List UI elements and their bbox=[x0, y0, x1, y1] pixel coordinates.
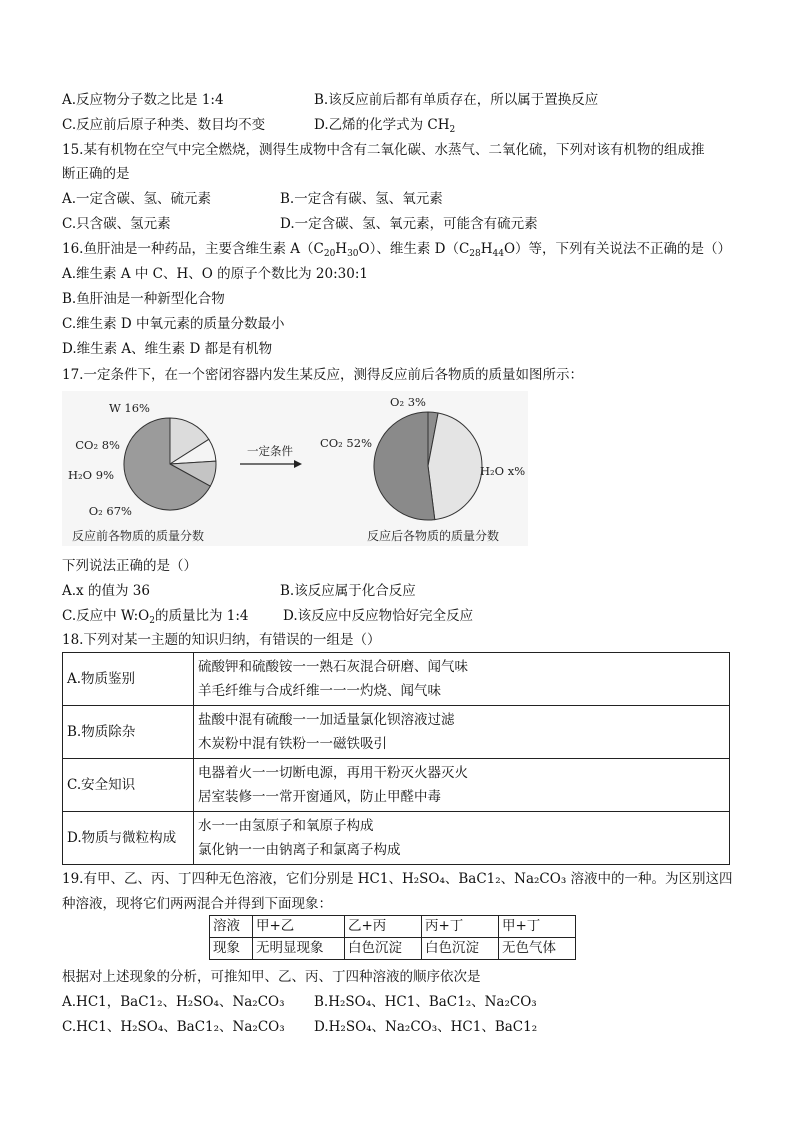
q17-option-c-text2: 的质量比为 1:4 bbox=[154, 608, 249, 624]
q16-stem bbox=[62, 240, 731, 263]
q18-topic-b: B.物质除杂 bbox=[63, 706, 194, 759]
pie-slice bbox=[374, 412, 435, 520]
q16-option-d: D.维生素 A、维生素 D 都是有机物 bbox=[62, 341, 273, 357]
q14-option-d bbox=[314, 116, 455, 139]
q19-header-cell: 甲+乙 bbox=[253, 916, 345, 938]
q16-stem-part: H bbox=[480, 241, 493, 257]
q14-option-c: C.反应前后原子种类、数目均不变 bbox=[62, 117, 266, 133]
q19-cell: 白色沉淀 bbox=[422, 938, 499, 960]
table-row bbox=[210, 938, 576, 960]
q16-stem-sub: 44 bbox=[492, 249, 504, 259]
q19-table bbox=[209, 915, 576, 960]
q16-option-b: B.鱼肝油是一种新型化合物 bbox=[62, 291, 225, 307]
q19-cell: 无明显现象 bbox=[253, 938, 345, 960]
pie-slice-label: W 16% bbox=[108, 401, 150, 415]
q19-option-b: B.H₂SO₄、HC1、BaC1₂、Na₂CO₃ bbox=[314, 994, 537, 1010]
table-row bbox=[63, 812, 730, 865]
q19-stem-line1: 19.有甲、乙、丙、丁四种无色溶液，它们分别是 HC1、H₂SO₄、BaC1₂、Na₂CO₃ 溶液中的一种。为区别这四 bbox=[62, 871, 733, 887]
q17-stem: 17.一定条件下，在一个密闭容器内发生某反应，测得反应前后各物质的质量如图所示： bbox=[62, 367, 583, 383]
q15-option-d: D.一定含碳、氢、氧元素，可能含有硫元素 bbox=[280, 216, 538, 232]
q16-stem-sub: 28 bbox=[469, 249, 481, 259]
pie-slice-label: H₂O 9% bbox=[68, 468, 114, 482]
q18-line: 电器着火一一切断电源，再用干粉灭火器灭火 bbox=[198, 765, 468, 781]
pie-slice-label: O₂ 67% bbox=[88, 504, 132, 518]
q19-header-cell: 甲+丁 bbox=[499, 916, 576, 938]
q18-topic-c: C.安全知识 bbox=[63, 759, 194, 812]
q18-line: 木炭粉中混有铁粉一一磁铁吸引 bbox=[198, 736, 387, 752]
arrow-label: 一定条件 bbox=[247, 444, 293, 458]
q16-stem-part: H bbox=[335, 241, 348, 257]
q17-option-d: D.该反应中反应物恰好完全反应 bbox=[283, 608, 474, 624]
table-row bbox=[63, 706, 730, 759]
q17-figure bbox=[62, 391, 528, 546]
q17-option-c bbox=[62, 607, 249, 630]
q18-line: 氯化钠一一由钠离子和氯离子构成 bbox=[198, 842, 401, 858]
q18-content-d bbox=[194, 812, 730, 865]
q17-question: 下列说法正确的是（） bbox=[62, 558, 197, 574]
table-row bbox=[210, 916, 576, 938]
q18-line: 居室装修一一常开窗通风，防止甲醛中毒 bbox=[198, 789, 441, 805]
q19-option-a: A.HC1，BaC1₂、H₂SO₄、Na₂CO₃ bbox=[62, 994, 285, 1010]
q17-option-b: B.该反应属于化合反应 bbox=[280, 583, 416, 599]
q16-stem-sub: 30 bbox=[347, 249, 359, 259]
q16-stem-part: O）等，下列有关说法不正确的是（） bbox=[503, 241, 732, 257]
q18-content-b bbox=[194, 706, 730, 759]
q15-option-a: A.一定含碳、氢、硫元素 bbox=[62, 191, 212, 207]
q19-header-cell: 乙+丙 bbox=[345, 916, 422, 938]
q18-line: 盐酸中混有硫酸一一加适量氯化钡溶液过滤 bbox=[198, 712, 455, 728]
q19-header-cell: 丙+丁 bbox=[422, 916, 499, 938]
q17-option-a: A.x 的值为 36 bbox=[62, 583, 150, 599]
q18-line: 硫酸钾和硫酸铵一一熟石灰混合研磨、闻气味 bbox=[198, 659, 468, 675]
q14-option-d-sub: 2 bbox=[449, 125, 456, 135]
pie-slice-label: H₂O x% bbox=[480, 464, 526, 478]
arrow-head bbox=[294, 460, 302, 468]
q19-option-d: D.H₂SO₄、Na₂CO₃、HC1、BaC1₂ bbox=[314, 1019, 538, 1035]
q16-option-a: A.维生素 A 中 C、H、O 的原子个数比为 20:30:1 bbox=[62, 266, 368, 282]
pie-slice-label: CO₂ 8% bbox=[75, 438, 120, 452]
q18-table bbox=[62, 652, 730, 865]
q14-option-d-text: D.乙烯的化学式为 CH bbox=[314, 117, 450, 133]
q17-option-c-sub: 2 bbox=[149, 616, 155, 626]
pie-slice bbox=[428, 413, 482, 520]
q18-content-c bbox=[194, 759, 730, 812]
pie-slice-label: CO₂ 52% bbox=[319, 436, 372, 450]
q18-topic-a: A.物质鉴别 bbox=[63, 653, 194, 706]
pie-before bbox=[68, 401, 216, 543]
pie-slice-label: O₂ 3% bbox=[390, 395, 426, 409]
q14-option-b: B.该反应前后都有单质存在，所以属于置换反应 bbox=[314, 92, 599, 108]
q18-content-a bbox=[194, 653, 730, 706]
q15-stem-line2: 断正确的是 bbox=[62, 166, 130, 182]
table-row bbox=[63, 653, 730, 706]
q19-cell: 现象 bbox=[210, 938, 253, 960]
q19-option-c: C.HC1、H₂SO₄、BaC1₂、Na₂CO₃ bbox=[62, 1019, 285, 1035]
q18-line: 水一一由氢原子和氧原子构成 bbox=[198, 818, 374, 834]
q16-stem-part: O）、维生素 D（C bbox=[358, 241, 470, 257]
q19-cell: 白色沉淀 bbox=[345, 938, 422, 960]
q14-option-a: A.反应物分子数之比是 1:4 bbox=[62, 92, 224, 108]
q18-topic-d: D.物质与微粒构成 bbox=[63, 812, 194, 865]
q16-stem-sub: 20 bbox=[323, 249, 336, 259]
q17-figure-svg bbox=[62, 391, 528, 546]
q15-stem-line1: 15.某有机物在空气中完全燃烧，测得生成物中含有二氧化碳、水蒸气、二氧化硫，下列对该有机物的组成推 bbox=[62, 142, 705, 158]
table-row bbox=[63, 759, 730, 812]
q19-stem-line2: 种溶液，现将它们两两混合并得到下面现象： bbox=[62, 896, 332, 912]
q17-option-c-text: C.反应中 W:O bbox=[62, 608, 150, 624]
q15-option-b: B.一定含有碳、氢、氧元素 bbox=[280, 191, 443, 207]
pie-after bbox=[320, 395, 525, 543]
pie-caption: 反应后各物质的质量分数 bbox=[367, 529, 500, 543]
q15-option-c: C.只含碳、氢元素 bbox=[62, 216, 171, 232]
q16-option-c: C.维生素 D 中氧元素的质量分数最小 bbox=[62, 316, 285, 332]
q19-prompt: 根据对上述现象的分析，可推知甲、乙、丙、丁四种溶液的顺序依次是 bbox=[62, 969, 481, 985]
q18-line: 羊毛纤维与合成纤维一一一灼烧、闻气味 bbox=[198, 683, 441, 699]
q18-stem: 18.下列对某一主题的知识归纳，有错误的一组是（） bbox=[62, 632, 381, 648]
q19-header-cell: 溶液 bbox=[210, 916, 253, 938]
pie-caption: 反应前各物质的质量分数 bbox=[72, 529, 205, 543]
q19-cell: 无色气体 bbox=[499, 938, 576, 960]
q16-stem-part: 16.鱼肝油是一种药品，主要含维生素 A（C bbox=[62, 241, 324, 257]
